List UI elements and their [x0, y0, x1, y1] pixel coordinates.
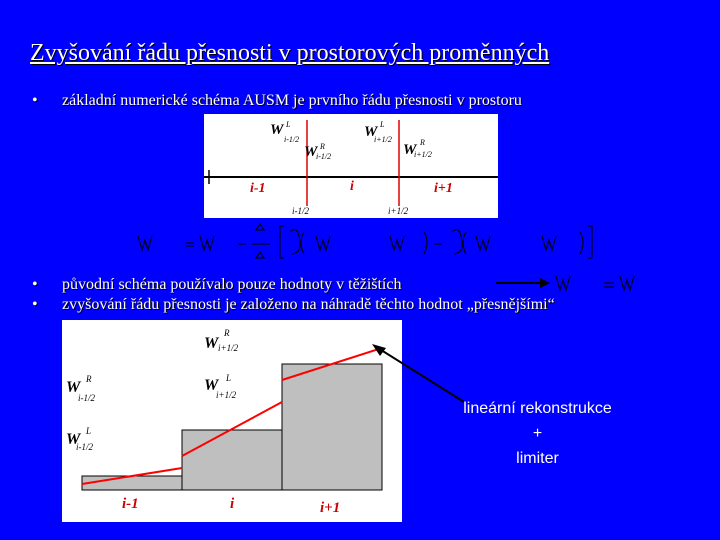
state-symbol-1: W: [270, 122, 284, 138]
bar-state-symbol-2: W: [66, 379, 81, 396]
update-formula-drawing: [130, 222, 602, 262]
state-symbol-3: W: [364, 124, 378, 140]
bullet-1: [32, 92, 522, 110]
slide-title: Zvyšování řádu přesnosti v prostorových proměnných: [30, 40, 550, 66]
bar-cell-label-i: i: [230, 496, 235, 512]
bar-state-sup-2: R: [86, 374, 92, 384]
grid-cell-label-i: i: [350, 179, 354, 194]
annotation-line-2: +: [532, 425, 543, 442]
bar-cell-label-ip1: i+1: [320, 500, 341, 516]
annotation: [455, 396, 620, 471]
state-sub-2: i-1/2: [316, 152, 332, 161]
bullet-dot: •: [32, 296, 38, 313]
bar-state-sup-1: R: [224, 328, 230, 338]
state-sub-1: i-1/2: [284, 135, 300, 144]
bullet-dot: •: [32, 276, 38, 293]
bar-state-sub-3: i+1/2: [216, 390, 237, 400]
annotation-line-3: limiter: [516, 450, 559, 467]
bar-state-symbol-3: W: [204, 377, 219, 394]
cell-bar-center: [182, 430, 282, 490]
bar-cell-label-im1: i-1: [122, 496, 139, 512]
face-label-left: i-1/2: [292, 206, 309, 216]
state-symbol-2: W: [304, 144, 318, 160]
grid-diagram: [204, 114, 498, 218]
arrow-icon: [496, 276, 552, 290]
grid-cell-label-im1: i-1: [250, 181, 266, 196]
bullet-2-text: původní schéma používalo pouze hodnoty v těžištích: [62, 276, 402, 293]
centroid-formula-drawing: [552, 270, 680, 298]
bullet-3: [32, 296, 555, 314]
state-sup-4: R: [420, 138, 425, 147]
bar-state-symbol-1: W: [204, 335, 219, 352]
bar-state-sub-2: i-1/2: [78, 393, 95, 403]
bullet-2: [32, 276, 401, 294]
bullet-3-text: zvyšování řádu přesnosti je založeno na náhradě těchto hodnot „přesnějšími“: [62, 296, 555, 313]
update-formula: [130, 222, 602, 262]
face-label-right: i+1/2: [388, 206, 409, 216]
bar-state-sub-4: i-1/2: [76, 442, 93, 452]
state-sup-3: L: [380, 120, 385, 129]
bullet-1-text: základní numerické schéma AUSM je prvního řádu přesnosti v prostoru: [62, 92, 522, 109]
state-sub-4: i+1/2: [414, 150, 432, 159]
grid-cell-label-ip1: i+1: [434, 181, 453, 196]
bar-state-sup-4: L: [86, 426, 92, 436]
bar-state-symbol-4: W: [66, 431, 81, 448]
reconstruction-diagram: [62, 320, 402, 522]
bullet-dot: •: [32, 92, 38, 109]
centroid-formula: [552, 270, 680, 298]
cell-bar-right: [282, 364, 382, 490]
state-sup-1: L: [286, 120, 291, 129]
bar-state-sup-3: L: [226, 373, 232, 383]
state-sub-3: i+1/2: [374, 135, 392, 144]
state-symbol-4: W: [403, 142, 417, 158]
annotation-line-1: lineární rekonstrukce: [463, 400, 612, 417]
bar-state-sub-1: i+1/2: [218, 343, 239, 353]
grid-figure: [204, 114, 498, 218]
state-sup-2: R: [320, 142, 325, 151]
reconstruction-figure: [62, 320, 402, 522]
callout-arrow-icon: [368, 340, 468, 406]
cell-bar-left: [82, 476, 182, 490]
